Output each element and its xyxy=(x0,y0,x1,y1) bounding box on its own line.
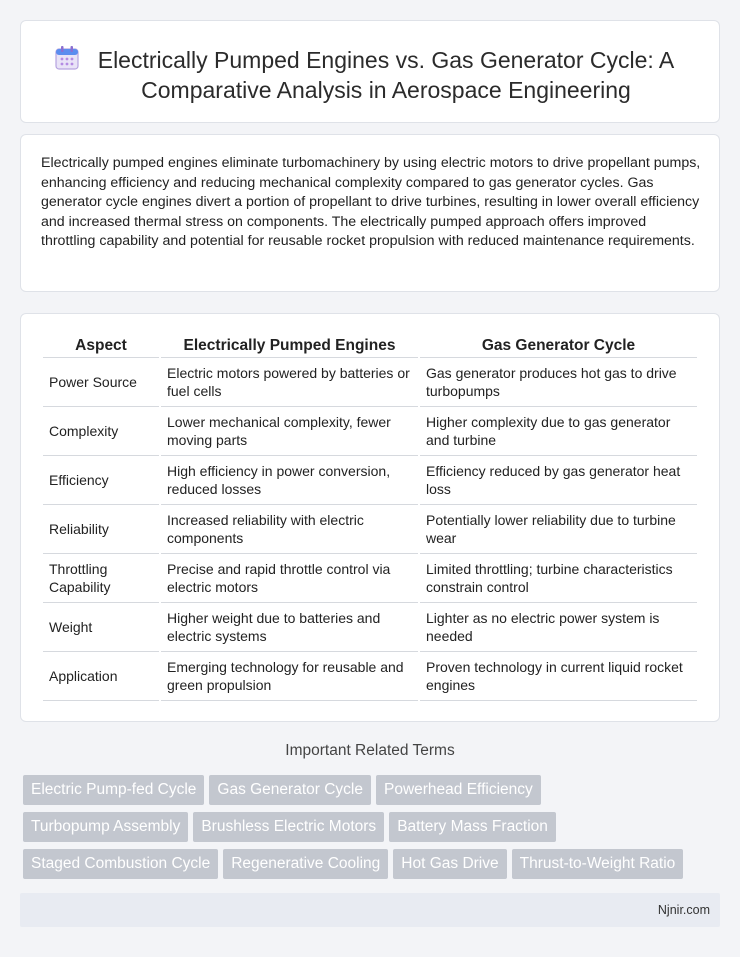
table-row xyxy=(43,554,697,603)
cell-aspect: Power Source xyxy=(43,358,159,407)
tag-brushless-electric-motors[interactable]: Brushless Electric Motors xyxy=(193,812,384,842)
cell-electric: Higher weight due to batteries and electric systems xyxy=(161,603,418,652)
table-row xyxy=(43,407,697,456)
tag-regenerative-cooling[interactable]: Regenerative Cooling xyxy=(223,849,388,879)
footer xyxy=(20,893,720,927)
related-terms-title: Important Related Terms xyxy=(285,742,455,759)
table-row xyxy=(43,603,697,652)
cell-aspect: Weight xyxy=(43,603,159,652)
comparison-table xyxy=(41,334,699,701)
intro-card xyxy=(20,134,720,292)
table-row xyxy=(43,358,697,407)
tag-thrust-to-weight-ratio[interactable]: Thrust-to-Weight Ratio xyxy=(512,849,684,879)
related-terms-tags xyxy=(23,775,723,886)
intro-paragraph: Electrically pumped engines eliminate turbomachinery by using electric motors to drive propellant pumps, enhancing efficiency and reducing mechanical complexity compared to gas generator cycles. Gas generator cycle engines divert a portion of propellant to drive turbines, resulting in lower overall efficiency and increased thermal stress on components. The electrically pumped approach offers improved throttling capability and potential for reusable rocket propulsion with reduced maintenance requirements. xyxy=(41,155,701,250)
title-card xyxy=(20,20,720,123)
page-title: Electrically Pumped Engines vs. Gas Generator Cycle: A Comparative Analysis in Aerospace Engineering xyxy=(97,47,675,103)
table-row xyxy=(43,505,697,554)
tag-turbopump-assembly[interactable]: Turbopump Assembly xyxy=(23,812,188,842)
cell-electric: Precise and rapid throttle control via electric motors xyxy=(161,554,418,603)
cell-electric: Electric motors powered by batteries or fuel cells xyxy=(161,358,418,407)
cell-gas: Proven technology in current liquid rocket engines xyxy=(420,652,697,701)
tag-gas-generator-cycle[interactable]: Gas Generator Cycle xyxy=(209,775,371,805)
cell-electric: High efficiency in power conversion, reduced losses xyxy=(161,456,418,505)
tag-row xyxy=(23,775,723,812)
tag-row xyxy=(23,812,723,849)
header-aspect: Aspect xyxy=(43,334,159,358)
tag-battery-mass-fraction[interactable]: Battery Mass Fraction xyxy=(389,812,556,842)
table-row xyxy=(43,456,697,505)
tag-electric-pump-fed-cycle[interactable]: Electric Pump-fed Cycle xyxy=(23,775,204,805)
cell-aspect: Application xyxy=(43,652,159,701)
cell-electric: Lower mechanical complexity, fewer moving parts xyxy=(161,407,418,456)
cell-gas: Lighter as no electric power system is needed xyxy=(420,603,697,652)
cell-gas: Efficiency reduced by gas generator heat loss xyxy=(420,456,697,505)
cell-gas: Limited throttling; turbine characteristics constrain control xyxy=(420,554,697,603)
cell-electric: Increased reliability with electric components xyxy=(161,505,418,554)
cell-gas: Higher complexity due to gas generator and turbine xyxy=(420,407,697,456)
cell-gas: Gas generator produces hot gas to drive turbopumps xyxy=(420,358,697,407)
comparison-table-card xyxy=(20,313,720,722)
tag-powerhead-efficiency[interactable]: Powerhead Efficiency xyxy=(376,775,541,805)
cell-gas: Potentially lower reliability due to turbine wear xyxy=(420,505,697,554)
tag-row xyxy=(23,849,723,886)
tag-hot-gas-drive[interactable]: Hot Gas Drive xyxy=(393,849,506,879)
footer-site-link[interactable]: Njnir.com xyxy=(657,903,710,917)
header-gas: Gas Generator Cycle xyxy=(420,334,697,358)
header-electric: Electrically Pumped Engines xyxy=(161,334,418,358)
tag-staged-combustion-cycle[interactable]: Staged Combustion Cycle xyxy=(23,849,218,879)
cell-aspect: Throttling Capability xyxy=(43,554,159,603)
cell-electric: Emerging technology for reusable and green propulsion xyxy=(161,652,418,701)
cell-aspect: Complexity xyxy=(43,407,159,456)
cell-aspect: Efficiency xyxy=(43,456,159,505)
table-header-row xyxy=(43,334,697,358)
table-row xyxy=(43,652,697,701)
cell-aspect: Reliability xyxy=(43,505,159,554)
